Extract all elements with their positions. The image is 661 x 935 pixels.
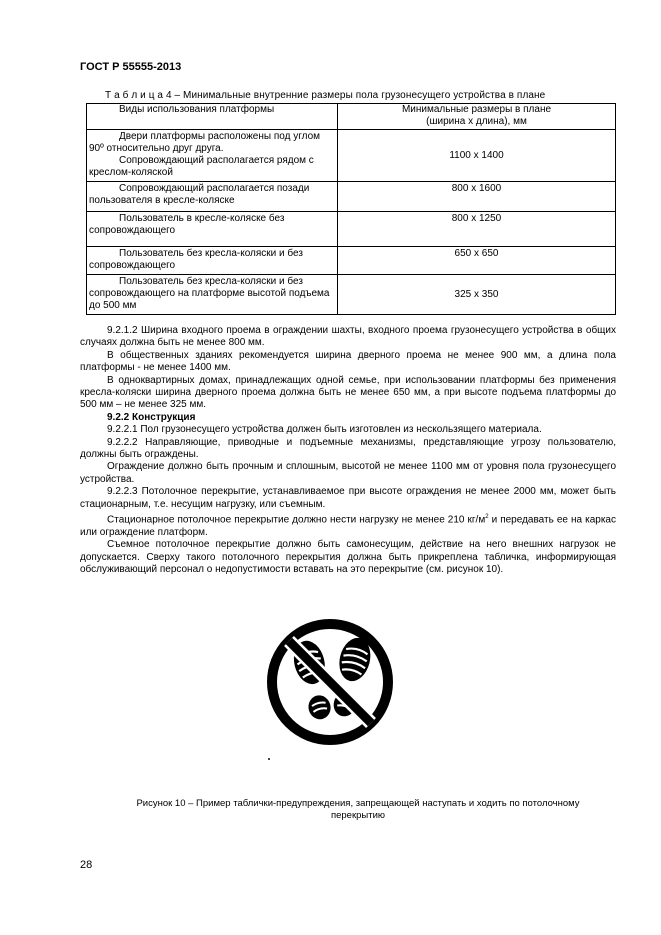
col2-header	[338, 104, 616, 130]
table-caption: Т а б л и ц а 4 – Минимальные внутренние размеры пола грузонесущего устройства в плане	[105, 90, 546, 101]
paragraph-text: Стационарное потолочное перекрытие должно нести нагрузку не менее 210 кг/м	[107, 514, 486, 526]
use-text-a: Двери платформы расположены под углом 90º относительно друг друга.	[89, 131, 321, 154]
col1-header: Виды использования платформы	[87, 104, 338, 130]
table-row	[87, 247, 616, 275]
table-cell-use	[87, 130, 338, 182]
paragraph: В одноквартирных домах, принадлежащих одной семье, при использовании платформы без применения кресла-коляски ширина дверного проема должна быть не менее 650 мм, а при высоте подъема платформы до 500 мм – не менее 325 мм.	[80, 374, 616, 411]
paragraph: 9.2.2.2 Направляющие, приводные и подъемные механизмы, представляющие угрозу пользователю, должны быть ограждены.	[80, 436, 616, 461]
paragraph: 9.2.2.1 Пол грузонесущего устройства должен быть изготовлен из нескользящего материала.	[107, 424, 542, 436]
table-cell-size: 650 х 650	[338, 247, 616, 275]
superscript: 2	[485, 514, 489, 521]
table-cell-size: 325 х 350	[338, 275, 616, 315]
scan-speck	[268, 758, 270, 760]
use-text-b: Сопровождающий располагается рядом с креслом-коляской	[89, 155, 314, 178]
paragraph: 9.2.2.3 Потолочное перекрытие, устанавливаемое при высоте ограждения не менее 2000 мм, может быть стационарным, т.е. несущим нагрузку, или съемным.	[80, 486, 616, 510]
paragraph: 9.2.1.2 Ширина входного проема в ограждении шахты, входного проема грузонесущего устройства в общих случаях должна быть не менее 800 мм.	[80, 325, 616, 349]
body-text	[80, 325, 616, 576]
table-cell-size: 1100 х 1400	[338, 130, 616, 182]
paragraph: Съемное потолочное перекрытие должно быть самонесущим, действие на него внешних нагрузок не допускается. Сверху такого потолочного перекрытия должна быть прикреплена табличка, информирующая обслуживающий персонал о недопустимости вставать на это перекрытие (см. рисунок 10).	[80, 539, 616, 576]
col2-header-line2: (ширина х длина), мм	[426, 116, 527, 127]
table-cell-use: Пользователь без кресла-коляски и без сопровождающего на платформе высотой подъема до 500 мм	[87, 275, 338, 315]
no-walking-sign-icon	[265, 617, 395, 747]
page-number: 28	[80, 859, 93, 871]
table-header-row	[87, 104, 616, 130]
table-cell-size: 800 х 1250	[338, 212, 616, 247]
figure-caption	[118, 798, 598, 822]
table-row	[87, 212, 616, 247]
table-cell-size: 800 х 1600	[338, 182, 616, 212]
table-cell-use: Пользователь в кресле-коляске без сопровождающего	[87, 212, 338, 247]
table-row	[87, 275, 616, 315]
col2-header-line1: Минимальные размеры в плане	[401, 104, 552, 115]
table-cell-use: Сопровождающий располагается позади пользователя в кресле-коляске	[87, 182, 338, 212]
paragraph: В общественных зданиях рекомендуется ширина дверного проема не менее 900 мм, а длина пола платформы - не менее 1400 мм.	[80, 349, 616, 374]
paragraph: Ограждение должно быть прочным и сплошным, высотой не менее 1100 мм от уровня пола грузонесущего устройства.	[80, 461, 616, 485]
paragraph	[80, 511, 616, 539]
section-heading: 9.2.2 Конструкция	[107, 411, 196, 423]
table-row	[87, 182, 616, 212]
figure-caption-line2: перекрытию	[330, 810, 386, 821]
table-row	[87, 130, 616, 182]
size-table	[86, 103, 616, 315]
document-header: ГОСТ Р 55555-2013	[80, 61, 182, 73]
figure-caption-line1: Рисунок 10 – Пример таблички-предупреждения, запрещающей наступать и ходить по потолочному	[136, 798, 580, 809]
paragraph-text: и передавать ее на каркас или ограждение платформ.	[80, 514, 616, 538]
table-cell-use: Пользователь без кресла-коляски и без сопровождающего	[87, 247, 338, 275]
